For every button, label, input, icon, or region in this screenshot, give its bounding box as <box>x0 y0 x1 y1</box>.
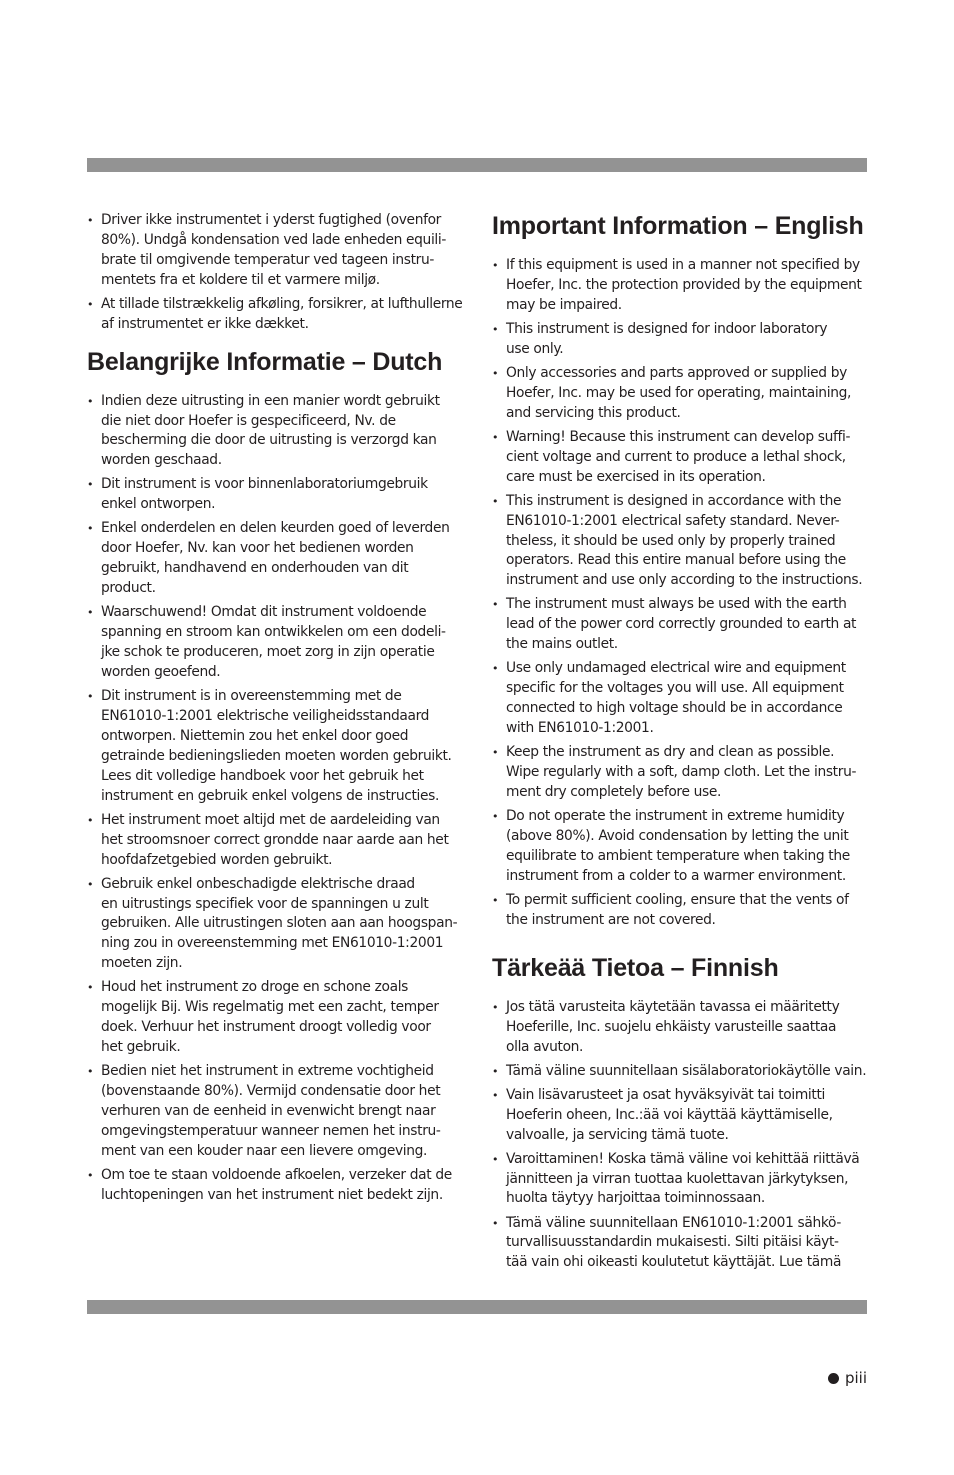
list-item-line: af instrumentet er ikke dækket. <box>101 315 309 332</box>
list-item-line: • Dit instrument is in overeenstemming met de <box>101 688 402 705</box>
list-item-line: die niet door Hoefer is gespecificeerd, Nv. de <box>101 412 396 429</box>
list-item-line: and servicing this product. <box>506 404 681 421</box>
list-item-line: EN61010-1:2001 elektrische veiligheidsstandaard <box>101 707 430 724</box>
list-item-line: ment van een kouder naar een lievere omgeving. <box>101 1142 428 1159</box>
list-item-line: Hoeferille, Inc. suojelu ehkäisty varusteille saattaa <box>506 1018 837 1035</box>
list-item-line: • Om toe te staan voldoende afkoelen, verzeker dat de <box>101 1166 452 1183</box>
list-item-line: instrument and use only according to the instructions. <box>506 572 863 589</box>
list-item <box>87 875 462 975</box>
list-item-line: • Gebruik enkel onbeschadigde elektrische draad <box>101 875 415 892</box>
list-item-line: cient voltage and current to produce a lethal shock, <box>506 448 846 465</box>
right-column <box>492 211 867 1277</box>
list-item-line: huolta täytyy harjoittaa toiminnossaan. <box>506 1190 765 1207</box>
list-item-line: ment dry completely before use. <box>506 783 722 800</box>
list-item <box>492 1214 867 1274</box>
list-item-line: jännitteen ja virran tuottaa kuolettavan järkytyksen, <box>506 1170 849 1187</box>
list-item-line: verhuren van de eenheid in evenwicht brengt naar <box>101 1102 436 1119</box>
list-item-line: olla avuton. <box>506 1038 584 1055</box>
list-item <box>87 295 462 335</box>
list-item <box>87 811 462 871</box>
page-number <box>828 1367 867 1389</box>
list-item-line: • This instrument is designed in accordance with the <box>506 492 842 509</box>
list-item-line: doek. Verhuur het instrument droogt volledig voor <box>101 1019 431 1036</box>
list-item <box>87 1166 462 1206</box>
list-item-line: • Driver ikke instrumentet i yderst fugtighed (ovenfor <box>101 212 442 228</box>
list-item-line: • The instrument must always be used with the earth <box>506 596 847 613</box>
list-item-line: • This instrument is designed for indoor laboratory <box>506 320 828 337</box>
list-item-line: may be impaired. <box>506 296 622 313</box>
list-item-line: • Do not operate the instrument in extreme humidity <box>506 808 845 825</box>
list-item-line: • Dit instrument is voor binnenlaboratoriumgebruik <box>101 476 428 493</box>
list-item-line: • Houd het instrument zo droge en schone zoals <box>101 979 409 996</box>
list-item-line: • Jos tätä varusteita käytetään tavassa ei määritetty <box>506 998 840 1015</box>
list-item-line: gebruiken. Alle uitrustingen sloten aan aan hoogspan- <box>101 915 458 932</box>
english-heading: Important Information – English <box>492 212 864 240</box>
list-item <box>492 659 867 739</box>
list-item-line: moeten zijn. <box>101 955 183 972</box>
list-item-line: mentets fra et koldere til et varmere miljø. <box>101 271 380 288</box>
list-item-line: product. <box>101 580 156 597</box>
list-item <box>492 743 867 803</box>
list-item-line: • Varoittaminen! Koska tämä väline voi kehittää riittävä <box>506 1150 860 1167</box>
left-column <box>87 211 462 1210</box>
list-item-line: specific for the voltages you will use. All equipment <box>506 680 844 697</box>
list-item-line: getrainde bedieningslieden moeten worden gebruikt. <box>101 747 452 764</box>
list-item-line: hoofdafzetgebied worden gebruikt. <box>101 851 333 868</box>
list-item-line: • Only accessories and parts approved or supplied by <box>506 364 847 381</box>
dutch-list <box>87 392 462 1206</box>
list-item-line: jke schok te produceren, moet zorg in zijn operatie <box>101 644 435 661</box>
list-item-line: spanning en stroom kan ontwikkelen om een dodeli- <box>101 624 446 641</box>
list-item-line: • Tämä väline suunnitellaan sisälaboratoriokäytölle vain. <box>506 1062 867 1079</box>
list-item <box>492 492 867 592</box>
list-item-line: instrument en gebruik enkel volgens de instructies. <box>101 787 440 804</box>
list-item-line: with EN61010-1:2001. <box>506 720 654 737</box>
list-item-line: 80%). Undgå kondensation ved lade enheden equili- <box>101 231 447 248</box>
list-item-line: brate til omgivende temperatur ved tageen instru- <box>101 251 435 268</box>
dutch-heading: Belangrijke Informatie – Dutch <box>87 347 443 376</box>
list-item-line: enkel ontworpen. <box>101 496 216 513</box>
list-item-line: • To permit sufficient cooling, ensure that the vents of <box>506 891 849 908</box>
list-item-line: instrument from a colder to a warmer environment. <box>506 867 846 884</box>
list-item-line: (above 80%). Avoid condensation by letting the unit <box>506 827 849 844</box>
list-item-line: ontworpen. Niettemin zou het enkel door goed <box>101 727 409 744</box>
list-item <box>492 998 867 1058</box>
list-item-line: use only. <box>506 340 564 357</box>
list-item-line: (bovenstaande 80%). Vermijd condensatie door het <box>101 1083 441 1100</box>
list-item-line: • At tillade tilstrækkelig afkøling, forsikrer, at lufthullerne <box>101 295 463 312</box>
finnish-list <box>492 998 867 1274</box>
list-item <box>87 1062 462 1162</box>
list-item-line: Hoefer, Inc. the protection provided by the equipment <box>506 276 862 293</box>
list-item-line: omgevingstemperatuur wanneer nemen het instru- <box>101 1122 441 1139</box>
list-item <box>492 1062 867 1082</box>
list-item-line: • Use only undamaged electrical wire and equipment <box>506 660 846 677</box>
finnish-heading: Tärkeää Tietoa – Finnish <box>492 953 779 982</box>
page-number-label: piii <box>844 1369 867 1387</box>
top-rule-bar <box>87 158 867 172</box>
list-item-line: tää vain ohi oikeasti koulutetut käyttäjät. Lue tämä <box>506 1254 842 1271</box>
bottom-rule-bar <box>87 1300 867 1314</box>
list-item-line: • Waarschuwend! Omdat dit instrument voldoende <box>101 604 427 621</box>
list-item-line: worden geschaad. <box>101 452 222 469</box>
list-item-line: the mains outlet. <box>506 636 618 653</box>
list-item <box>87 687 462 806</box>
list-item-line: • Enkel onderdelen en delen keurden goed of leverden <box>101 520 450 537</box>
list-item-line: • Vain lisävarusteet ja osat hyväksyivät tai toimitti <box>506 1086 826 1103</box>
list-item <box>492 256 867 316</box>
list-item-line: het gebruik. <box>101 1039 181 1056</box>
list-item-line: valvoalle, ja servicing tämä tuote. <box>506 1126 729 1143</box>
list-item-line: Lees dit volledige handboek voor het gebruik het <box>101 767 424 784</box>
list-item-line: connected to high voltage should be in accordance <box>506 700 843 717</box>
list-item-line: • Bedien niet het instrument in extreme vochtigheid <box>101 1063 434 1080</box>
list-item <box>492 1086 867 1146</box>
list-item <box>492 891 867 931</box>
list-item <box>87 603 462 683</box>
list-item-line: • Keep the instrument as dry and clean as possible. <box>506 744 835 761</box>
list-item <box>492 807 867 887</box>
list-item-line: Hoeferin oheen, Inc.:ää voi käyttää käyttämiselle, <box>506 1106 833 1123</box>
list-item-line: mogelijk Bij. Wis regelmatig met een zacht, temper <box>101 999 439 1016</box>
list-item <box>492 1150 867 1210</box>
list-item-line: care must be exercised in its operation. <box>506 468 766 485</box>
list-item-line: gebruikt, handhavend en onderhouden van dit <box>101 560 409 577</box>
list-item <box>492 428 867 488</box>
list-item-line: het stroomsnoer correct grondde naar aarde aan het <box>101 831 449 848</box>
list-item-line: Wipe regularly with a soft, damp cloth. Let the instru- <box>506 764 857 781</box>
list-item <box>492 364 867 424</box>
bullet-dot-icon <box>828 1373 839 1384</box>
list-item-line: • If this equipment is used in a manner not specified by <box>506 257 860 273</box>
list-item-line: door Hoefer, Nv. kan voor het bedienen worden <box>101 540 414 557</box>
list-item-line: • Warning! Because this instrument can develop suffi- <box>506 428 851 445</box>
list-item-line: luchtopeningen van het instrument niet bedekt zijn. <box>101 1186 443 1203</box>
list-item-line: ning zou in overeenstemming met EN61010-1:2001 <box>101 935 444 952</box>
list-item <box>87 211 462 291</box>
list-item <box>87 475 462 515</box>
list-item-line: • Het instrument moet altijd met de aardeleiding van <box>101 811 440 828</box>
list-item-line: the instrument are not covered. <box>506 911 716 928</box>
list-item <box>87 978 462 1058</box>
list-item-line: bescherming die door de uitrusting is verzorgd kan <box>101 432 437 449</box>
list-item-line: en uitrustings specifiek voor de spanningen u zult <box>101 895 429 912</box>
danish-continued-list <box>87 211 462 335</box>
list-item-line: operators. Read this entire manual before using the <box>506 552 846 569</box>
list-item-line: equilibrate to ambient temperature when taking the <box>506 847 850 864</box>
list-item-line: lead of the power cord correctly grounded to earth at <box>506 616 857 633</box>
list-item-line: worden geoefend. <box>101 663 221 680</box>
list-item-line: turvallisuusstandardin mukaisesti. Silti pitäisi käyt- <box>506 1234 839 1251</box>
list-item <box>492 320 867 360</box>
list-item-line: EN61010-1:2001 electrical safety standard. Never- <box>506 512 840 529</box>
list-item <box>87 392 462 472</box>
list-item <box>492 595 867 655</box>
english-list <box>492 256 867 931</box>
list-item-line: • Indien deze uitrusting in een manier wordt gebruikt <box>101 392 440 409</box>
list-item-line: Hoefer, Inc. may be used for operating, maintaining, <box>506 384 852 401</box>
list-item-line: theless, it should be used only by properly trained <box>506 532 836 549</box>
list-item-line: • Tämä väline suunnitellaan EN61010-1:2001 sähkö- <box>506 1214 842 1231</box>
list-item <box>87 519 462 599</box>
